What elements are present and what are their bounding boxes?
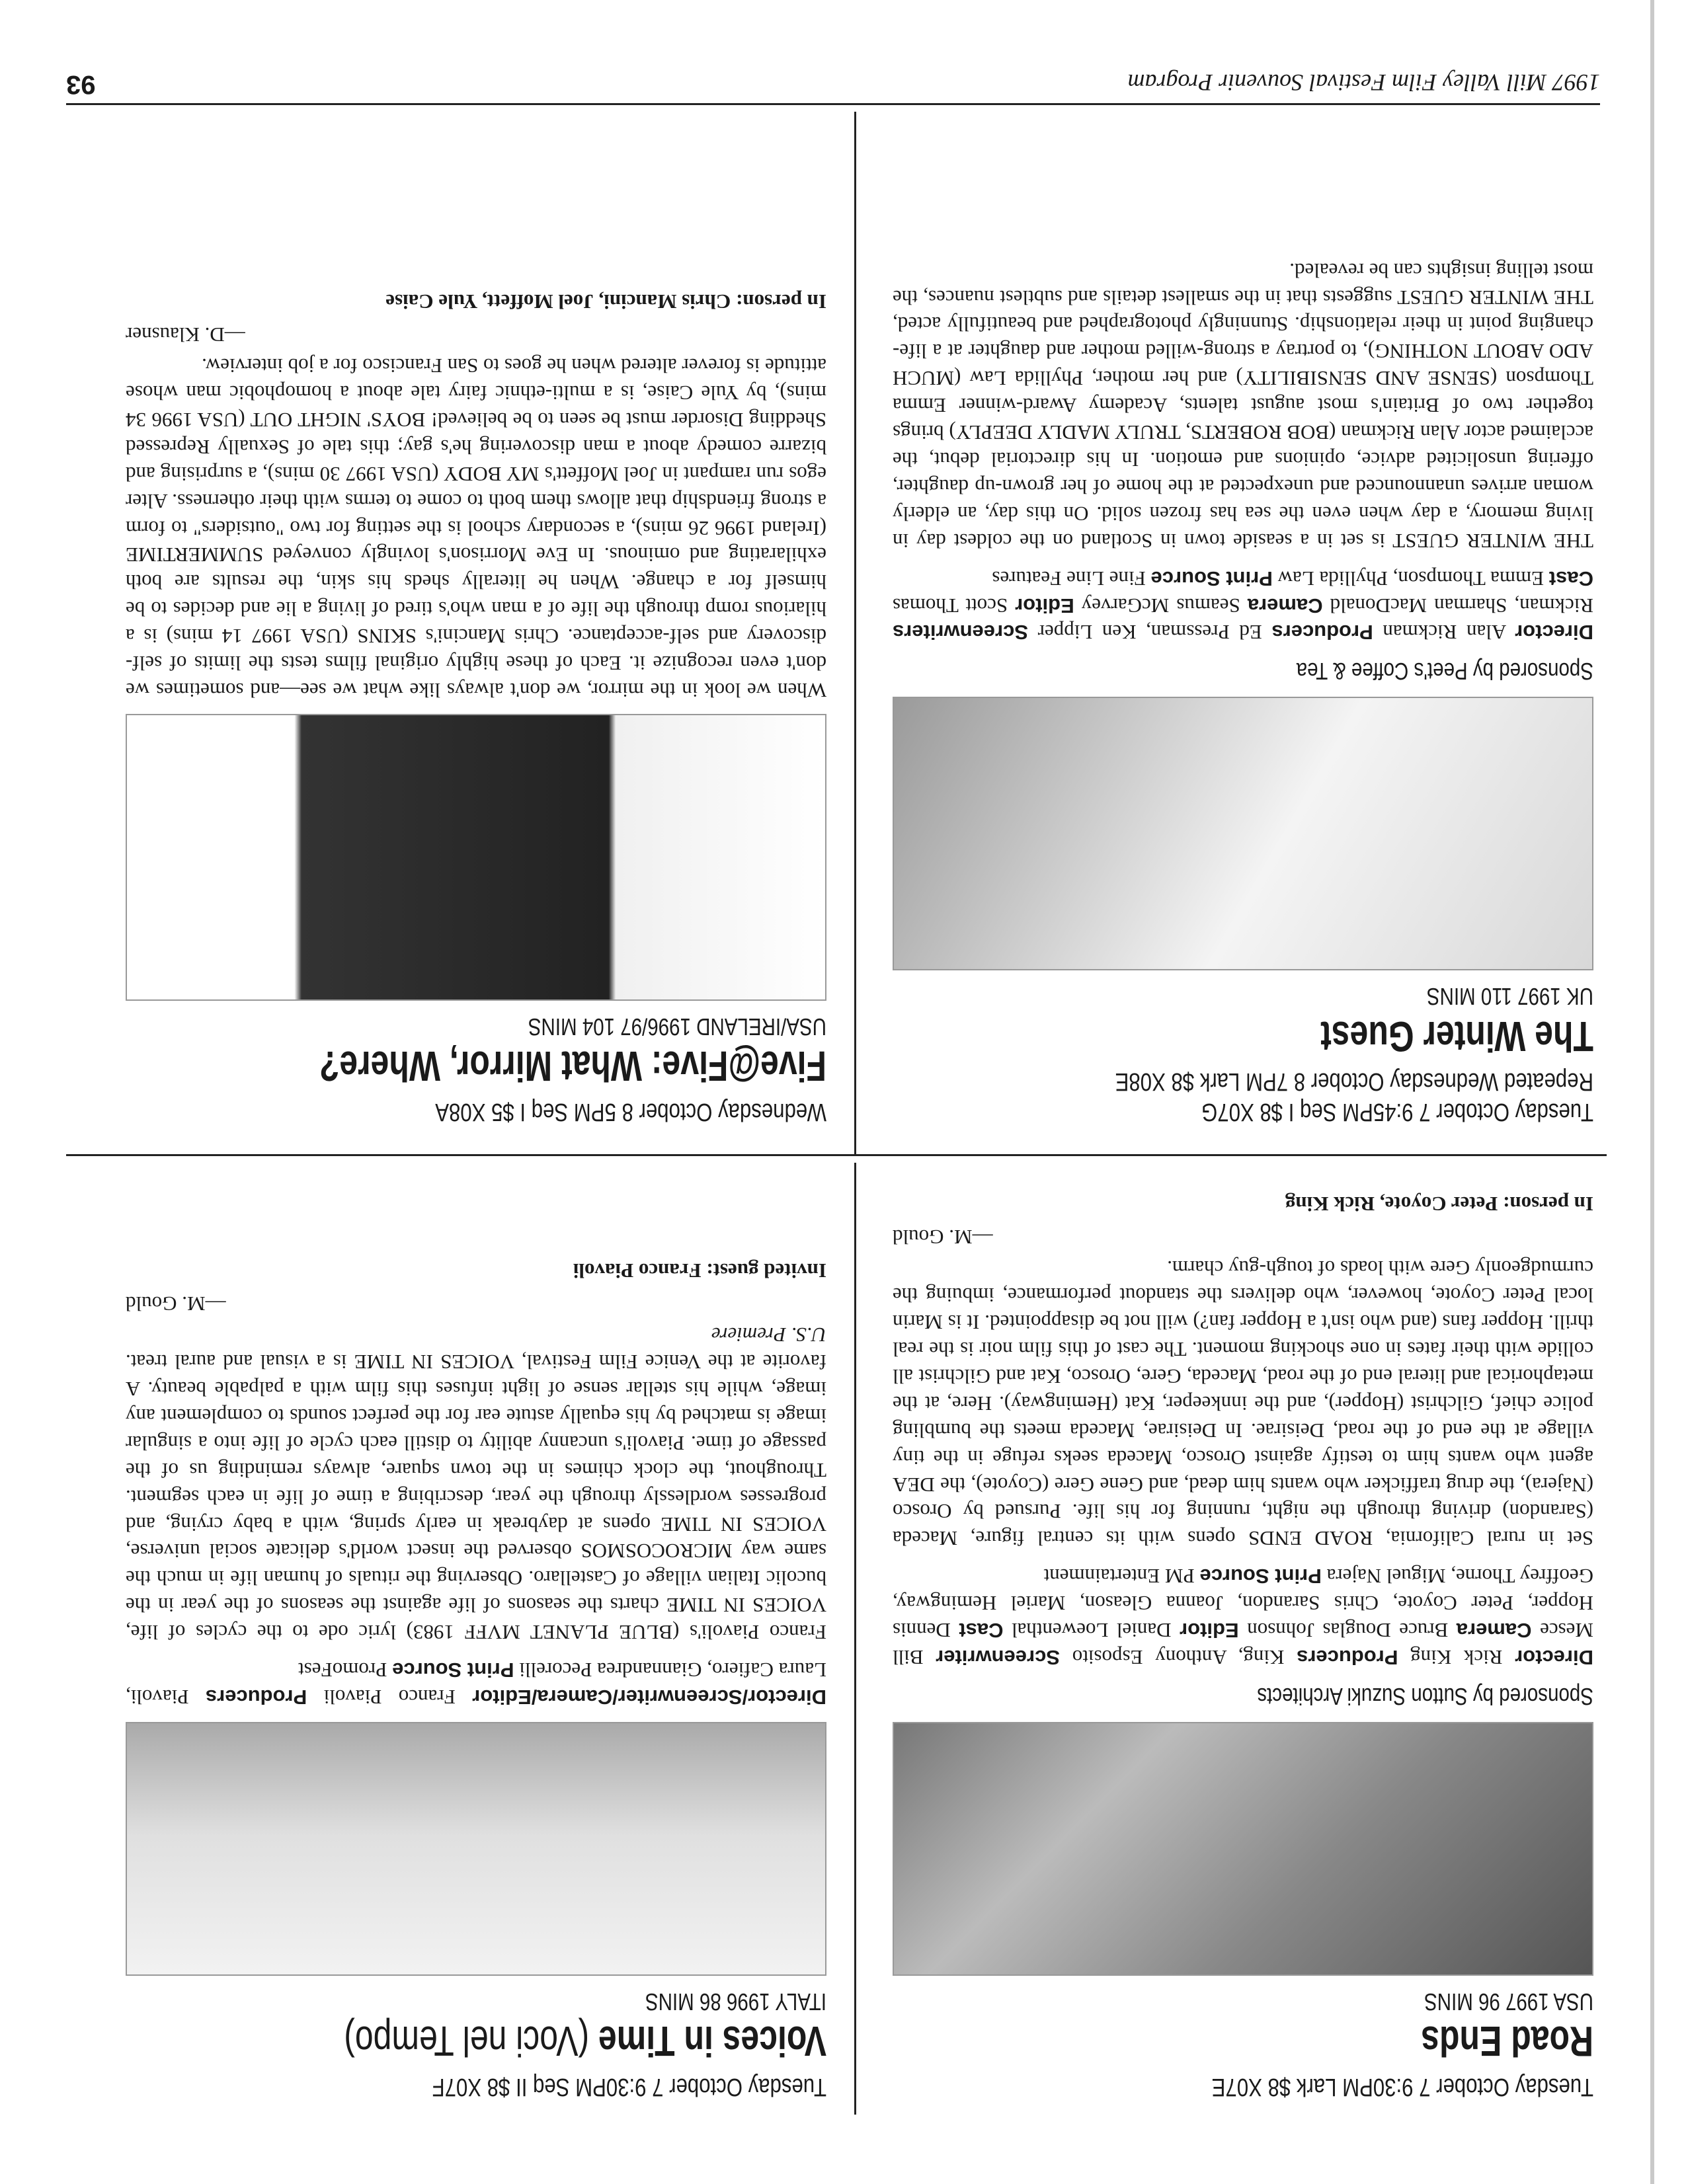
- showtime: Wednesday October 8 5PM Seq I $5 X08A: [435, 1098, 826, 1126]
- credit-names: Emma Thompson, Phyllida Law: [1277, 566, 1545, 590]
- vertical-rule-bottom: [854, 112, 856, 1156]
- credit-role: Producers: [1297, 1646, 1398, 1670]
- film-five-at-five: [126, 290, 826, 1126]
- horizontal-rule: [66, 1154, 1607, 1156]
- credit-role: Camera: [1247, 594, 1323, 617]
- page-number: 93: [66, 70, 96, 99]
- showtime: Tuesday October 7 9:30PM Lark $8 X07E: [1211, 2073, 1593, 2101]
- film-road-ends: [893, 1192, 1593, 2101]
- credit-names: Ed Pressman, Ken Lipper: [1037, 621, 1262, 644]
- film-still-photo: [893, 1722, 1593, 1976]
- synopsis: THE WINTER GUEST is set in a seaside town in Scotland on the coldest day in living memory, a day when even the sea has frozen solid. On this day, an elderly woman arrives unannounced and unexpected at the home of her grown-up daughter, offering unsolicited advice, opinions and emotion. In his directorial debut, the acclaimed actor Alan Rickman (BOB ROBERTS, TRULY MADLY DEEPLY) brings together two of Britain's most august talents, Academy Award-winner Emma Thompson (SENSE AND SENSIBILITY) and her mother, Phyllida Law (MUCH ADO ABOUT NOTHING), to portray a strong-willed mother and daughter at a life-changing point in their relationship. Stunningly photographed and beautifully acted, THE WINTER GUEST suggests that in the smallest details and subtlest nuances, the most telling insights can be revealed.: [893, 258, 1593, 553]
- page-spine-shadow: [1650, 0, 1654, 2184]
- reviewer-signature: —M. Gould: [126, 1292, 226, 1316]
- credit-role: Producers: [205, 1686, 307, 1709]
- credit-names: Rickman, Sharman MacDonald: [1330, 594, 1593, 617]
- credit-names: Rick King: [1410, 1646, 1503, 1670]
- showtime: Tuesday October 7 9:30PM Seq II $8 X07F: [432, 2073, 826, 2101]
- film-title-original: (Voci nel Tempo): [344, 2017, 590, 2066]
- film-still-photo: [126, 1722, 826, 1976]
- program-title: 1997 Mill Valley Film Festival Souvenir Program: [1127, 69, 1600, 96]
- film-title: [280, 2018, 826, 2064]
- film-title: The Winter Guest: [1320, 1012, 1593, 1060]
- premiere-note: U.S. Premiere: [711, 1323, 826, 1347]
- credit-role: Cast: [959, 1619, 1004, 1643]
- credit-names: Bruce Douglas Johnson: [1247, 1619, 1449, 1643]
- page-footer: [66, 63, 1600, 105]
- credit-role: Camera: [1456, 1619, 1532, 1643]
- film-the-winter-guest: [893, 256, 1593, 1126]
- credit-role: Cast: [1548, 566, 1593, 590]
- synopsis: When we look in the mirror, we don't always like what we see—and sometimes we don't even recognize it. Each of these highly original films tests the limits of self-discovery and self-acceptance. Chris Mancini's SKINS (USA 1997 14 mins) is a hilarious romp through the life of a man who's tired of living a lie and decides to be himself for a change. When he literally sheds his skin, the results are both exhilarating and ominous. In Eve Morrison's lovingly conveyed SUMMERTIME (Ireland 1996 26 mins), a secondary school is the setting for two "outsiders" to form a strong friendship that allows them both to come to terms with their otherness. Alter egos run rampant in Joel Moffett's MY BODY (USA 1997 30 mins), a surprising and bizarre comedy about a man discovering he's gay; this tale of Sexually Repressed Shedding Disorder must be seen to be believed! BOYS' NIGHT OUT (USA 1996 34 mins), by Yule Caise, is a multi-ethnic fairy tale about a homophobic man whose attitude is forever altered when he goes to San Francisco for a job interview.: [126, 354, 826, 703]
- credit-role: Director: [1515, 1646, 1593, 1670]
- in-person-guests: In person: Chris Mancini, Joel Moffett, Yule Caise: [385, 290, 826, 314]
- credit-names: Alan Rickman: [1383, 621, 1507, 644]
- synopsis: [126, 1321, 826, 1645]
- credit-names: Daniel Loewenthal: [1012, 1619, 1172, 1643]
- synopsis: Set in rural California, ROAD ENDS opens with its central figure, Maceda (Sarandon) driving through the night, running for his life. Pursued by Orosco (Najera), the drug trafficker who wants him dead, and Gene Gere (Coyote), the DEA agent who wants him to testify against Orosco, Maceda seeks refuge in the tiny village at the end of the road, Deisirae. In Deisirae, Maceda meets the bumbling police chief, Gilchrist (Hopper), and the innkeeper, Kat (Hemingway). Here, at the metaphorical and literal end of the road, Maceda, Gere, Orosco, Kat and Gilchrist all collide with their fates in one shocking moment. The cast of this film noir is the real thrill. Hopper fans (and who isn't a Hopper fan?) will not be disappointed. It is Marin local Peter Coyote, however, who delivers the standout performance, imbuing the curmudgeonly Gere with loads of tough-guy charm.: [893, 1257, 1593, 1551]
- credits: [126, 1656, 826, 1710]
- reviewer-signature: —D. Klausner: [126, 323, 245, 347]
- film-title: Road Ends: [1421, 2017, 1593, 2066]
- credit-names: Piavoli, Laura Cafiero, Giannandrea Pecorelli: [125, 1658, 826, 1709]
- country-year: USA 1997 96 MINS: [1424, 1988, 1593, 2016]
- credit-role: Print Source: [1150, 566, 1273, 590]
- credit-names: PromoFest: [298, 1658, 387, 1682]
- country-year: UK 1997 110 MINS: [1426, 983, 1593, 1011]
- sponsor-line: Sponsored by Peet's Coffee & Tea: [1296, 658, 1593, 685]
- credit-names: PM Entertainment: [1043, 1565, 1195, 1588]
- credits: [893, 565, 1593, 646]
- credits: [893, 1562, 1593, 1670]
- credit-names: Seamus McGarvey: [1081, 594, 1240, 617]
- invited-guest: Invited guest: Franco Piavoli: [573, 1259, 826, 1283]
- credit-role: Producers: [1271, 621, 1373, 644]
- film-title: Five@Five: What Mirror, Where?: [319, 1042, 826, 1091]
- vertical-rule-top: [854, 1163, 856, 2115]
- synopsis-text: Franco Piavoli's (BLUE PLANET MVFF 1983) lyric ode to the cycles of life, VOICES IN TIME charts the seasons of life against the seasons of the year in the bucolic Italian village of Castellaro. Observing the rituals of human life in much the same way MICROCOSMOS observed the insect world's delicate social universe, VOICES IN TIME opens at daybreak in early spring, with a baby crying, and progresses wordlessly through the year, describing a time of life in each segment. Throughout, the clock chimes in the town square, always reminding us of the passage of time. Piavoli's uncanny ability to distill each cycle of life into a singular image is matched by his equally astute ear for the perfect sounds to complement any image, while his stellar sense of light infuses this film with a palpable beauty. A favorite at the Venice Film Festival, VOICES IN TIME is a visual and aural treat.: [126, 1350, 826, 1645]
- country-year: USA/IRELAND 1996/97 104 MINS: [528, 1013, 826, 1041]
- credit-role: Screenwriters: [892, 621, 1029, 644]
- credit-names: Bill Mesce: [892, 1619, 1593, 1670]
- showtime: Tuesday October 7 9:45PM Seq I $8 X07G: [1201, 1098, 1593, 1126]
- credit-role: Editor: [1015, 594, 1074, 617]
- credit-names: King, Anthony Esposito: [1072, 1646, 1285, 1670]
- credit-names: Scott Thomas: [892, 594, 1008, 617]
- reviewer-signature: —M. Gould: [893, 1226, 993, 1249]
- film-still-photo: [893, 697, 1593, 970]
- credit-role: Print Source: [1199, 1565, 1322, 1588]
- film-title-main: Voices in Time: [598, 2017, 826, 2066]
- credit-names: Fine Line Features: [992, 566, 1146, 590]
- showtime-repeat: Repeated Wednesday October 8 7PM Lark $8 X08E: [1115, 1068, 1593, 1096]
- credit-names: Dennis Hopper, Peter Coyote, Chris Sarandon, Joanna Gleason, Mariel Hemingway, Geoffrey Thorne, Miguel Najera: [892, 1565, 1593, 1643]
- in-person-guests: In person: Peter Coyote, Rick King: [1285, 1192, 1593, 1216]
- film-still-photo: [126, 714, 826, 1001]
- credit-role: Director/Screenwriter/Camera/Editor: [472, 1686, 826, 1709]
- credit-role: Director: [1515, 621, 1593, 644]
- film-voices-in-time: [126, 1259, 826, 2101]
- credit-role: Editor: [1180, 1619, 1239, 1643]
- credit-role: Screenwriter: [936, 1646, 1060, 1670]
- credit-names: Franco Piavoli: [323, 1686, 456, 1709]
- country-year: ITALY 1996 86 MINS: [645, 1988, 826, 2016]
- sponsor-line: Sponsored by Sutton Suzuki Architects: [1257, 1683, 1593, 1711]
- credit-role: Print Source: [392, 1658, 514, 1682]
